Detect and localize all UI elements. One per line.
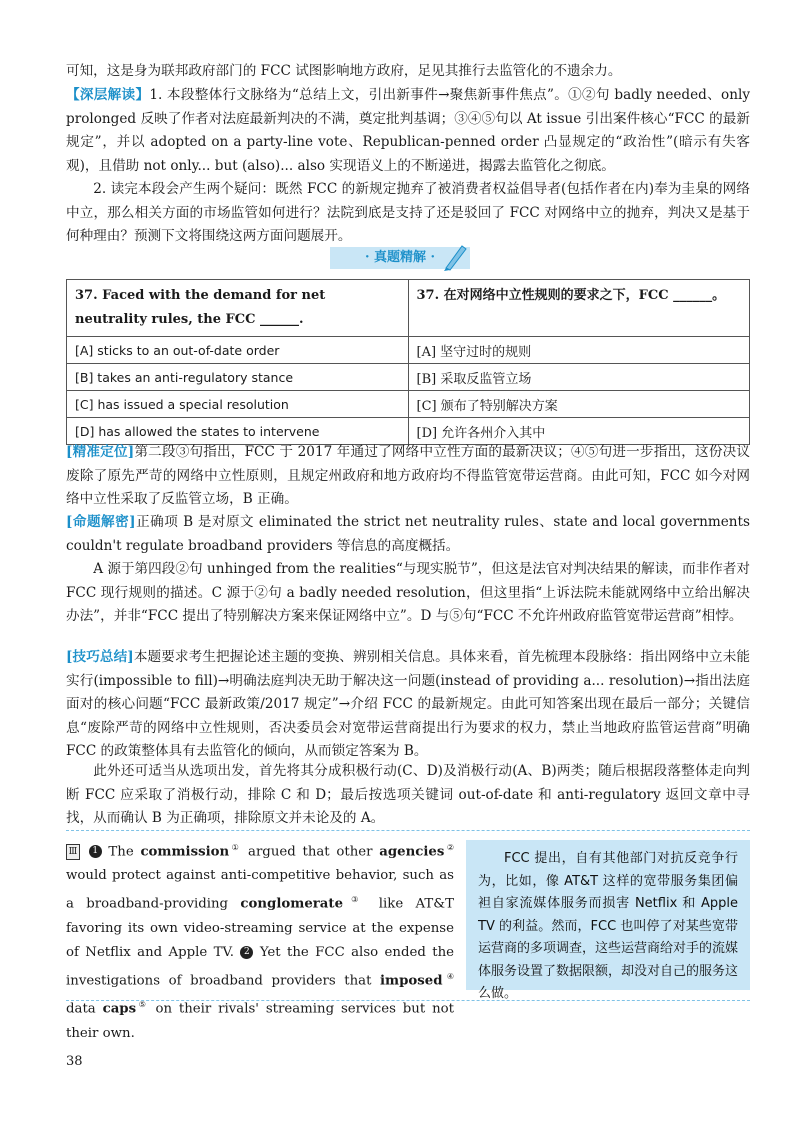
vocab-imposed: imposed xyxy=(379,973,443,989)
page-number: 38 xyxy=(66,1054,83,1069)
decode-tag: [命题解密] xyxy=(66,514,136,530)
sentence-1-marker: 1 xyxy=(89,845,102,858)
option-d-zh: [D] 允许各州介入其中 xyxy=(408,418,750,445)
question-en: 37. Faced with the demand for net neutrality rules, the FCC ______. xyxy=(67,280,409,337)
option-b-en: [B] takes an anti-regulatory stance xyxy=(67,364,409,391)
intro-paragraph: 可知，这是身为联邦政府部门的 FCC 试图影响地方政府，足见其推行去监管化的不遗余力。 xyxy=(66,63,622,79)
skill-tag: [技巧总结] xyxy=(66,649,134,665)
dotted-divider-bottom xyxy=(66,1000,750,1001)
deep-reading-text: 1. 本段整体行文脉络为“总结上文，引出新事件→聚焦新事件焦点”。①②句 badly needed、only prolonged 反映了作者对法庭最新判决的不满，奠定批判基调；③④⑤句以 At issue 引出案件核心“FCC 的最新规定”，并以 adopted on a party-line vote、Republican-penned order 凸显规定的“政治性”(暗示有失客观)，且借助 not only... but (also)... also 实现语义上的不断递进，揭露去监管化之彻底。 xyxy=(66,87,751,174)
option-c-en: [C] has issued a special resolution xyxy=(67,391,409,418)
option-row xyxy=(67,337,750,364)
option-c-zh: [C] 颁布了特别解决方案 xyxy=(408,391,750,418)
vocab-agencies: agencies xyxy=(379,844,445,860)
option-a-en: [A] sticks to an out-of-date order xyxy=(67,337,409,364)
locate-paragraph xyxy=(66,441,750,512)
vocab-conglomerate: conglomerate xyxy=(240,896,344,912)
vocab-caps: caps xyxy=(102,1001,137,1017)
decode-paragraph-2: A 源于第四段②句 unhinged from the realities“与现实脱节”，但这是法官对判决结果的解读，而非作者对 FCC 现行规则的描述。C 源于②句 a badly needed resolution，但这里指“上诉法院未能就网络中立给出解决办法”，并非“FCC 提出了特别解决方案来保证网络中立”。D 与⑤句“FCC 不允许州政府监管宽带运营商”相悖。 xyxy=(66,561,750,624)
locate-text: 第二段③句指出，FCC 于 2017 年通过了网络中立性方面的最新决议；④⑤句进一步指出，这份决议废除了原先严苛的网络中立性原则，且规定州政府和地方政府均不得监管宽带运营商。由此可知，FCC 如今对网络中立性采取了反监管立场，B 正确。 xyxy=(66,444,750,507)
option-b-zh: [B] 采取反监管立场 xyxy=(408,364,750,391)
option-d-en: [D] has allowed the states to intervene xyxy=(67,418,409,445)
option-row xyxy=(67,391,750,418)
option-a-zh: [A] 坚守过时的规则 xyxy=(408,337,750,364)
locate-tag: [精准定位] xyxy=(66,444,135,460)
question-zh: 37. 在对网络中立性规则的要求之下，FCC ______。 xyxy=(408,280,750,337)
decode-paragraph xyxy=(66,511,750,558)
sentence-2-marker: 2 xyxy=(240,946,253,959)
passage-paragraph: Ⅲ 1 The commission① argued that other agencies② would protect against anti-competitive behavior, such as a broadband-providing conglomerate③ like AT&T favoring its own video-streaming service at the expense of Netflix and Apple TV. 2 Yet the FCC also ended the investigations of broadband providers that imposed④ data caps⑤ on their rivals' streaming services but not their own. xyxy=(66,843,455,1041)
section-banner: · 真题精解 · xyxy=(330,247,470,269)
paragraph-number: Ⅲ xyxy=(66,844,80,860)
skill-text: 本题要求考生把握论述主题的变换、辨别相关信息。具体来看，首先梳理本段脉络：指出网络中立未能实行(impossible to fill)→明确法庭判决无助于解决这一问题(instead of providing a... resolution)→指出法庭面对的核心问题“FCC 最新政策/2017 规定”→介绍 FCC 的最新规定。由此可知答案出现在最后一部分；关键信息“废除严苛的网络中立性规则，否决委员会对宽带运营商提出行为要求的权力，禁止当地政府监管运营商”明确 FCC 的政策整体具有去监管化的倾向，从而锁定答案为 B。 xyxy=(66,649,750,759)
vocab-commission: commission xyxy=(140,844,230,860)
skill-paragraph-2: 此外还可适当从选项出发，首先将其分成积极行动(C、D)及消极行动(A、B)两类；随后根据段落整体走向判断 FCC 应采取了消极行动，排除 C 和 D；最后按选项关键词 out-of-date 和 anti-regulatory 返回文章中寻找，从而确认 B 为正确项，排除原文并未论及的 A。 xyxy=(66,763,750,826)
translation-box: FCC 提出，自有其他部门对抗反竞争行为，比如，像 AT&T 这样的宽带服务集团偏袒自家流媒体服务而损害 Netflix 和 Apple TV 的利益。然而，FCC 也叫停了对某些宽带运营商的多项调查，这些运营商给对手的流媒体服务设置了数据限额，却没对自己的服务这么做。 xyxy=(466,840,750,990)
skill-paragraph xyxy=(66,646,750,764)
deep-reading-paragraph-2: 2. 读完本段会产生两个疑问：既然 FCC 的新规定抛弃了被消费者权益倡导者(包括作者在内)奉为圭臬的网络中立，那么相关方面的市场监管如何进行？法院到底是支持了还是驳回了 FCC 对网络中立的抛弃，判决又是基于何种理由？预测下文将围绕这两方面问题展开。 xyxy=(66,181,750,244)
pen-icon xyxy=(440,240,470,272)
dotted-divider xyxy=(66,830,750,831)
deep-reading-tag: 【深层解读】 xyxy=(66,87,150,103)
deep-reading-paragraph xyxy=(66,84,750,178)
question-table xyxy=(66,279,750,445)
decode-text: 正确项 B 是对原文 eliminated the strict net neutrality rules、state and local governments couldn't regulate broadband providers 等信息的高度概括。 xyxy=(66,514,750,554)
option-row xyxy=(67,364,750,391)
